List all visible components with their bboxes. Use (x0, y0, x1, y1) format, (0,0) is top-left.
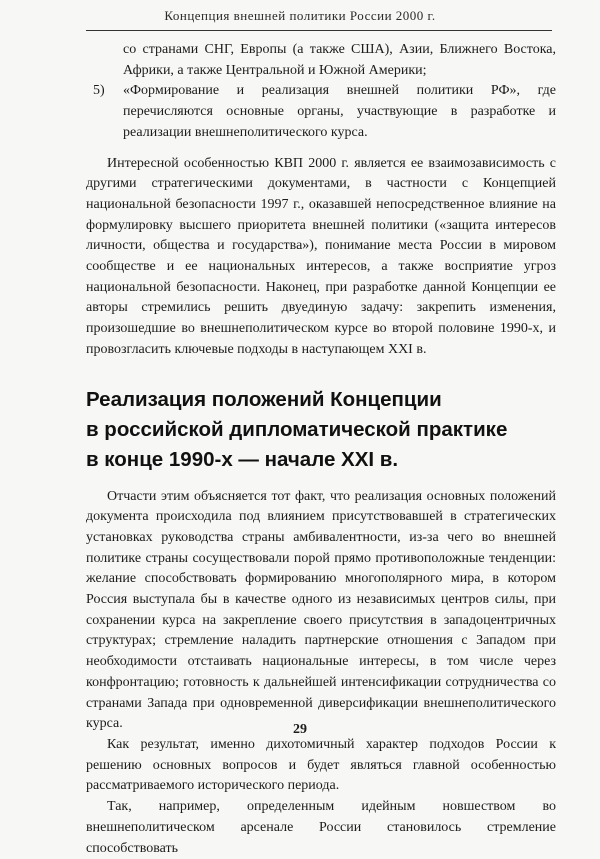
section-heading-line: в конце 1990-х — начале XXI в. (86, 447, 399, 471)
list-item-5 (86, 81, 556, 143)
list-item-text: «Формирование и реализация внешней политики РФ», где перечисляются основные органы, участвующие в разработке и реализации внешнеполитического курса. (123, 83, 556, 140)
running-header: Концепция внешней политики России 2000 г. (164, 8, 436, 23)
body-paragraph: Отчасти этим объясняется тот факт, что реализация основных положений документа происходила под влиянием присутствовавшей в стратегических установках руководства страны амбивалентности, из-за чего во внешней политике страны сосуществовали порой прямо противоположные тенденции: желание способствовать формированию многополярного мира, в котором Россия выступала бы в качестве одного из независимых центров силы, при сохранении курса на закрепление своего присутствия в западоцентричных структурах; стремление наладить партнерские отношения с Западом при необходимости отстаивать национальные интересы, в том числе через конфронтацию; готовность к дальнейшей интенсификации сотрудничества со странами Запада при одновременной диверсификации внешнеполитического курса. (86, 488, 556, 732)
body-paragraph: Так, например, определенным идейным новшеством во внешнеполитическом арсенале России становилось стремление способствовать (86, 799, 556, 856)
body-paragraph: Как результат, именно дихотомичный характер подходов России к решению основных вопросов и будет являться главной особенностью рассматриваемого исторического периода. (86, 736, 556, 794)
header-divider (86, 30, 552, 31)
page-number: 29 (293, 722, 307, 737)
list-item-continuation: со странами СНГ, Европы (а также США), Азии, Ближнего Востока, Африки, а также Центральной и Южной Америки; (123, 42, 556, 78)
body-paragraph: Интересной особенностью КВП 2000 г. является ее взаимозависимость с другими стратегическими документами, в частности с Концепцией национальной безопасности 1997 г., оказавшей непосредственное влияние на формулировку высшего приоритета внешней политики («защита интересов личности, общества и государства»), понимание места России в мировом сообществе и ее национальных интересов, а также восприятие угроз национальной безопасности. Наконец, при разработке данной Концепции ее авторы стремились решить двуединую задачу: закрепить изменения, произошедшие во внешнеполитическом курсе во второй половине 1990-х, и провозгласить ключевые подходы в наступающем XXI в. (86, 155, 556, 357)
list-item-number: 5) (93, 83, 105, 99)
section-heading-line: Реализация положений Концепции (86, 387, 442, 411)
section-heading (86, 385, 556, 475)
section-heading-line: в российской дипломатической практике (86, 417, 508, 441)
